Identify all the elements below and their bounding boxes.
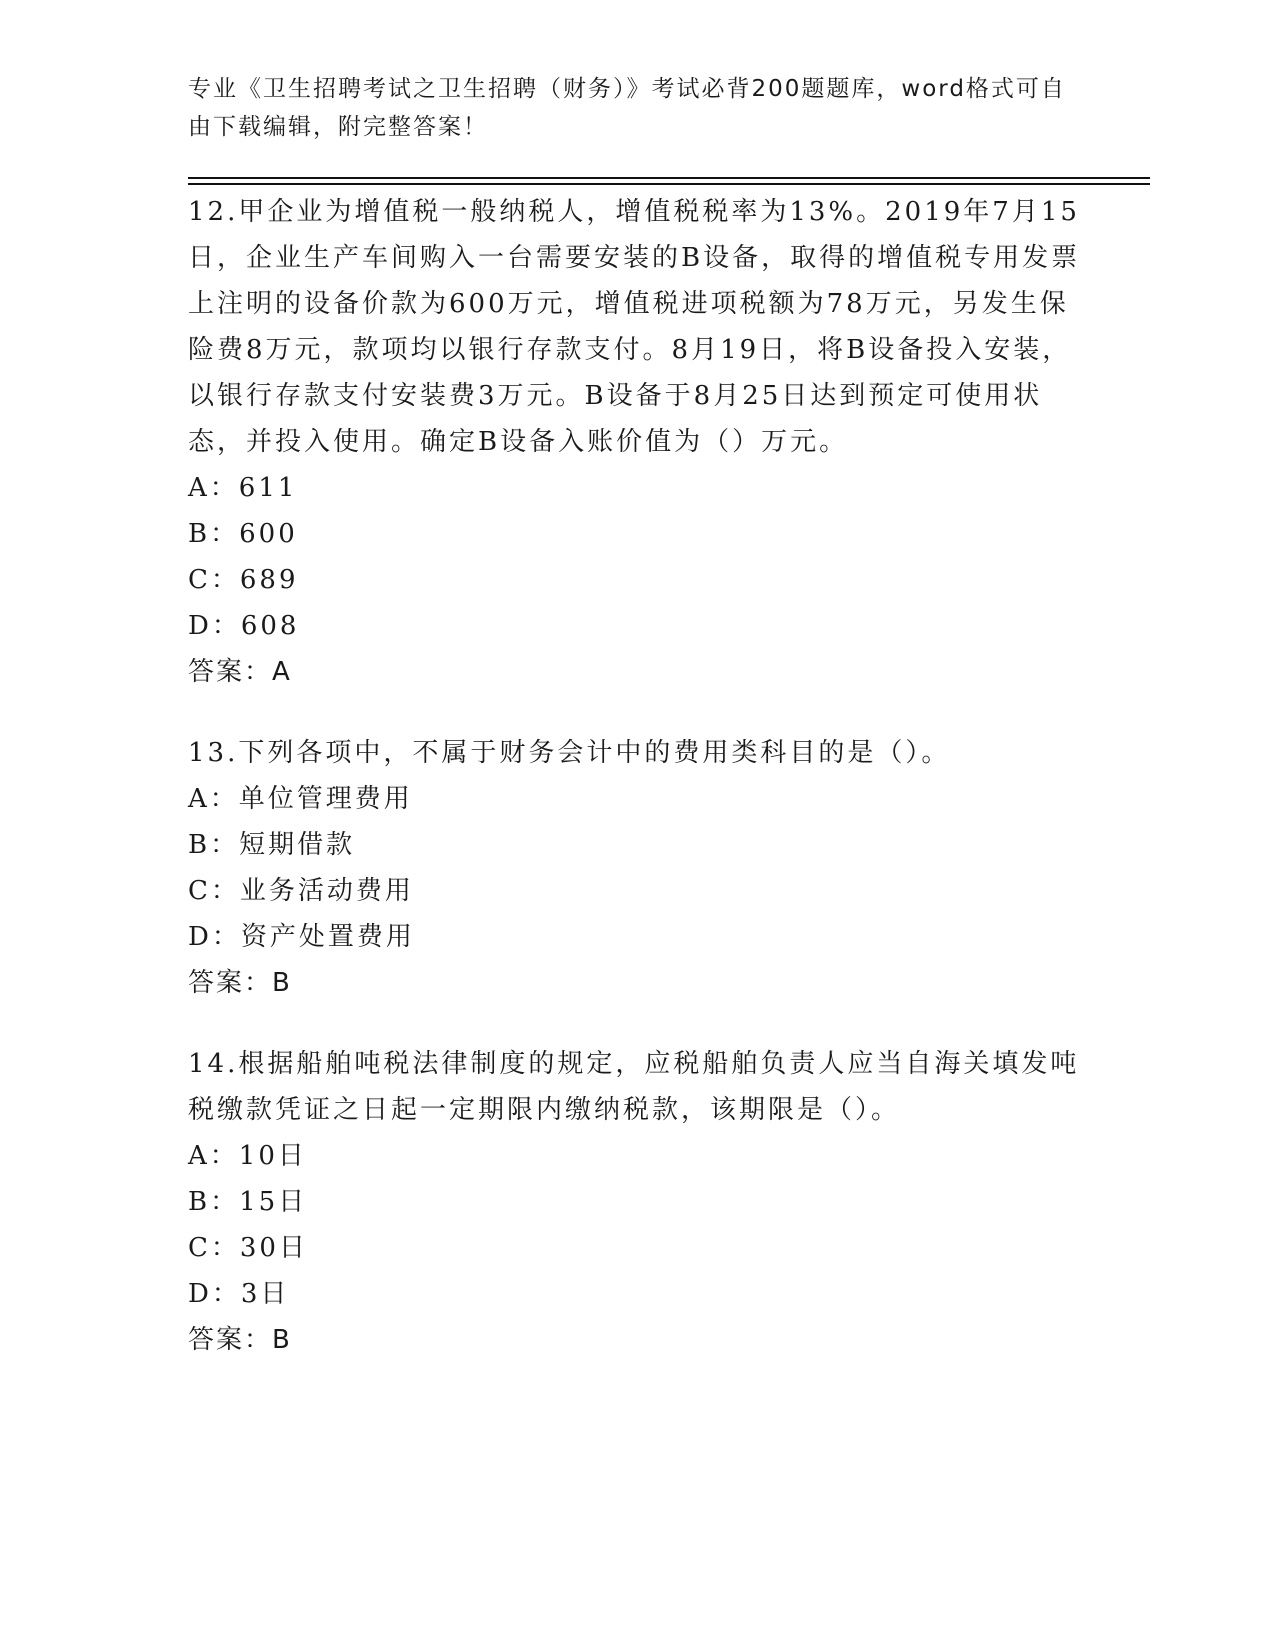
header-divider-top: [188, 177, 1150, 179]
document-header: [188, 70, 1088, 146]
header-line-2: 由下载编辑，附完整答案！: [188, 114, 488, 140]
question-stem: 14.根据船舶吨税法律制度的规定，应税船舶负责人应当自海关填发吨税缴款凭证之日起一定期限内缴纳税款，该期限是（）。: [188, 1049, 1080, 1125]
question-stem: 13.下列各项中，不属于财务会计中的费用类科目的是（）。: [188, 738, 951, 768]
option-a: A：单位管理费用: [188, 784, 413, 814]
header-divider-bottom: [188, 183, 1150, 185]
option-c: C：业务活动费用: [188, 876, 414, 906]
option-c: C：689: [188, 565, 299, 595]
option-d: D：608: [188, 611, 300, 641]
option-d: D：3日: [188, 1279, 290, 1309]
option-b: B：15日: [188, 1187, 308, 1217]
question-stem: 12.甲企业为增值税一般纳税人，增值税税率为13%。2019年7月15日，企业生产车间购入一台需要安装的B设备，取得的增值税专用发票上注明的设备价款为600万元，增值税进项税额为78万元，另发生保险费8万元，款项均以银行存款支付。8月19日，将B设备投入安装，以银行存款支付安装费3万元。B设备于8月25日达到预定可使用状态，并投入使用。确定B设备入账价值为（）万元。: [188, 197, 1081, 457]
option-a: A：10日: [188, 1141, 307, 1171]
question-list: [188, 189, 1088, 1398]
question-13: [188, 730, 1088, 1006]
answer-label: 答案：B: [188, 1325, 292, 1355]
answer-label: 答案：A: [188, 657, 292, 687]
answer-label: 答案：B: [188, 968, 292, 998]
question-12: [188, 189, 1088, 695]
option-d: D：资产处置费用: [188, 922, 415, 952]
option-c: C：30日: [188, 1233, 308, 1263]
option-b: B：短期借款: [188, 830, 356, 860]
question-14: [188, 1041, 1088, 1363]
option-a: A：611: [188, 473, 298, 503]
header-line-1: 专业《卫生招聘考试之卫生招聘（财务）》考试必背200题题库，word格式可自: [188, 76, 1066, 102]
option-b: B：600: [188, 519, 298, 549]
